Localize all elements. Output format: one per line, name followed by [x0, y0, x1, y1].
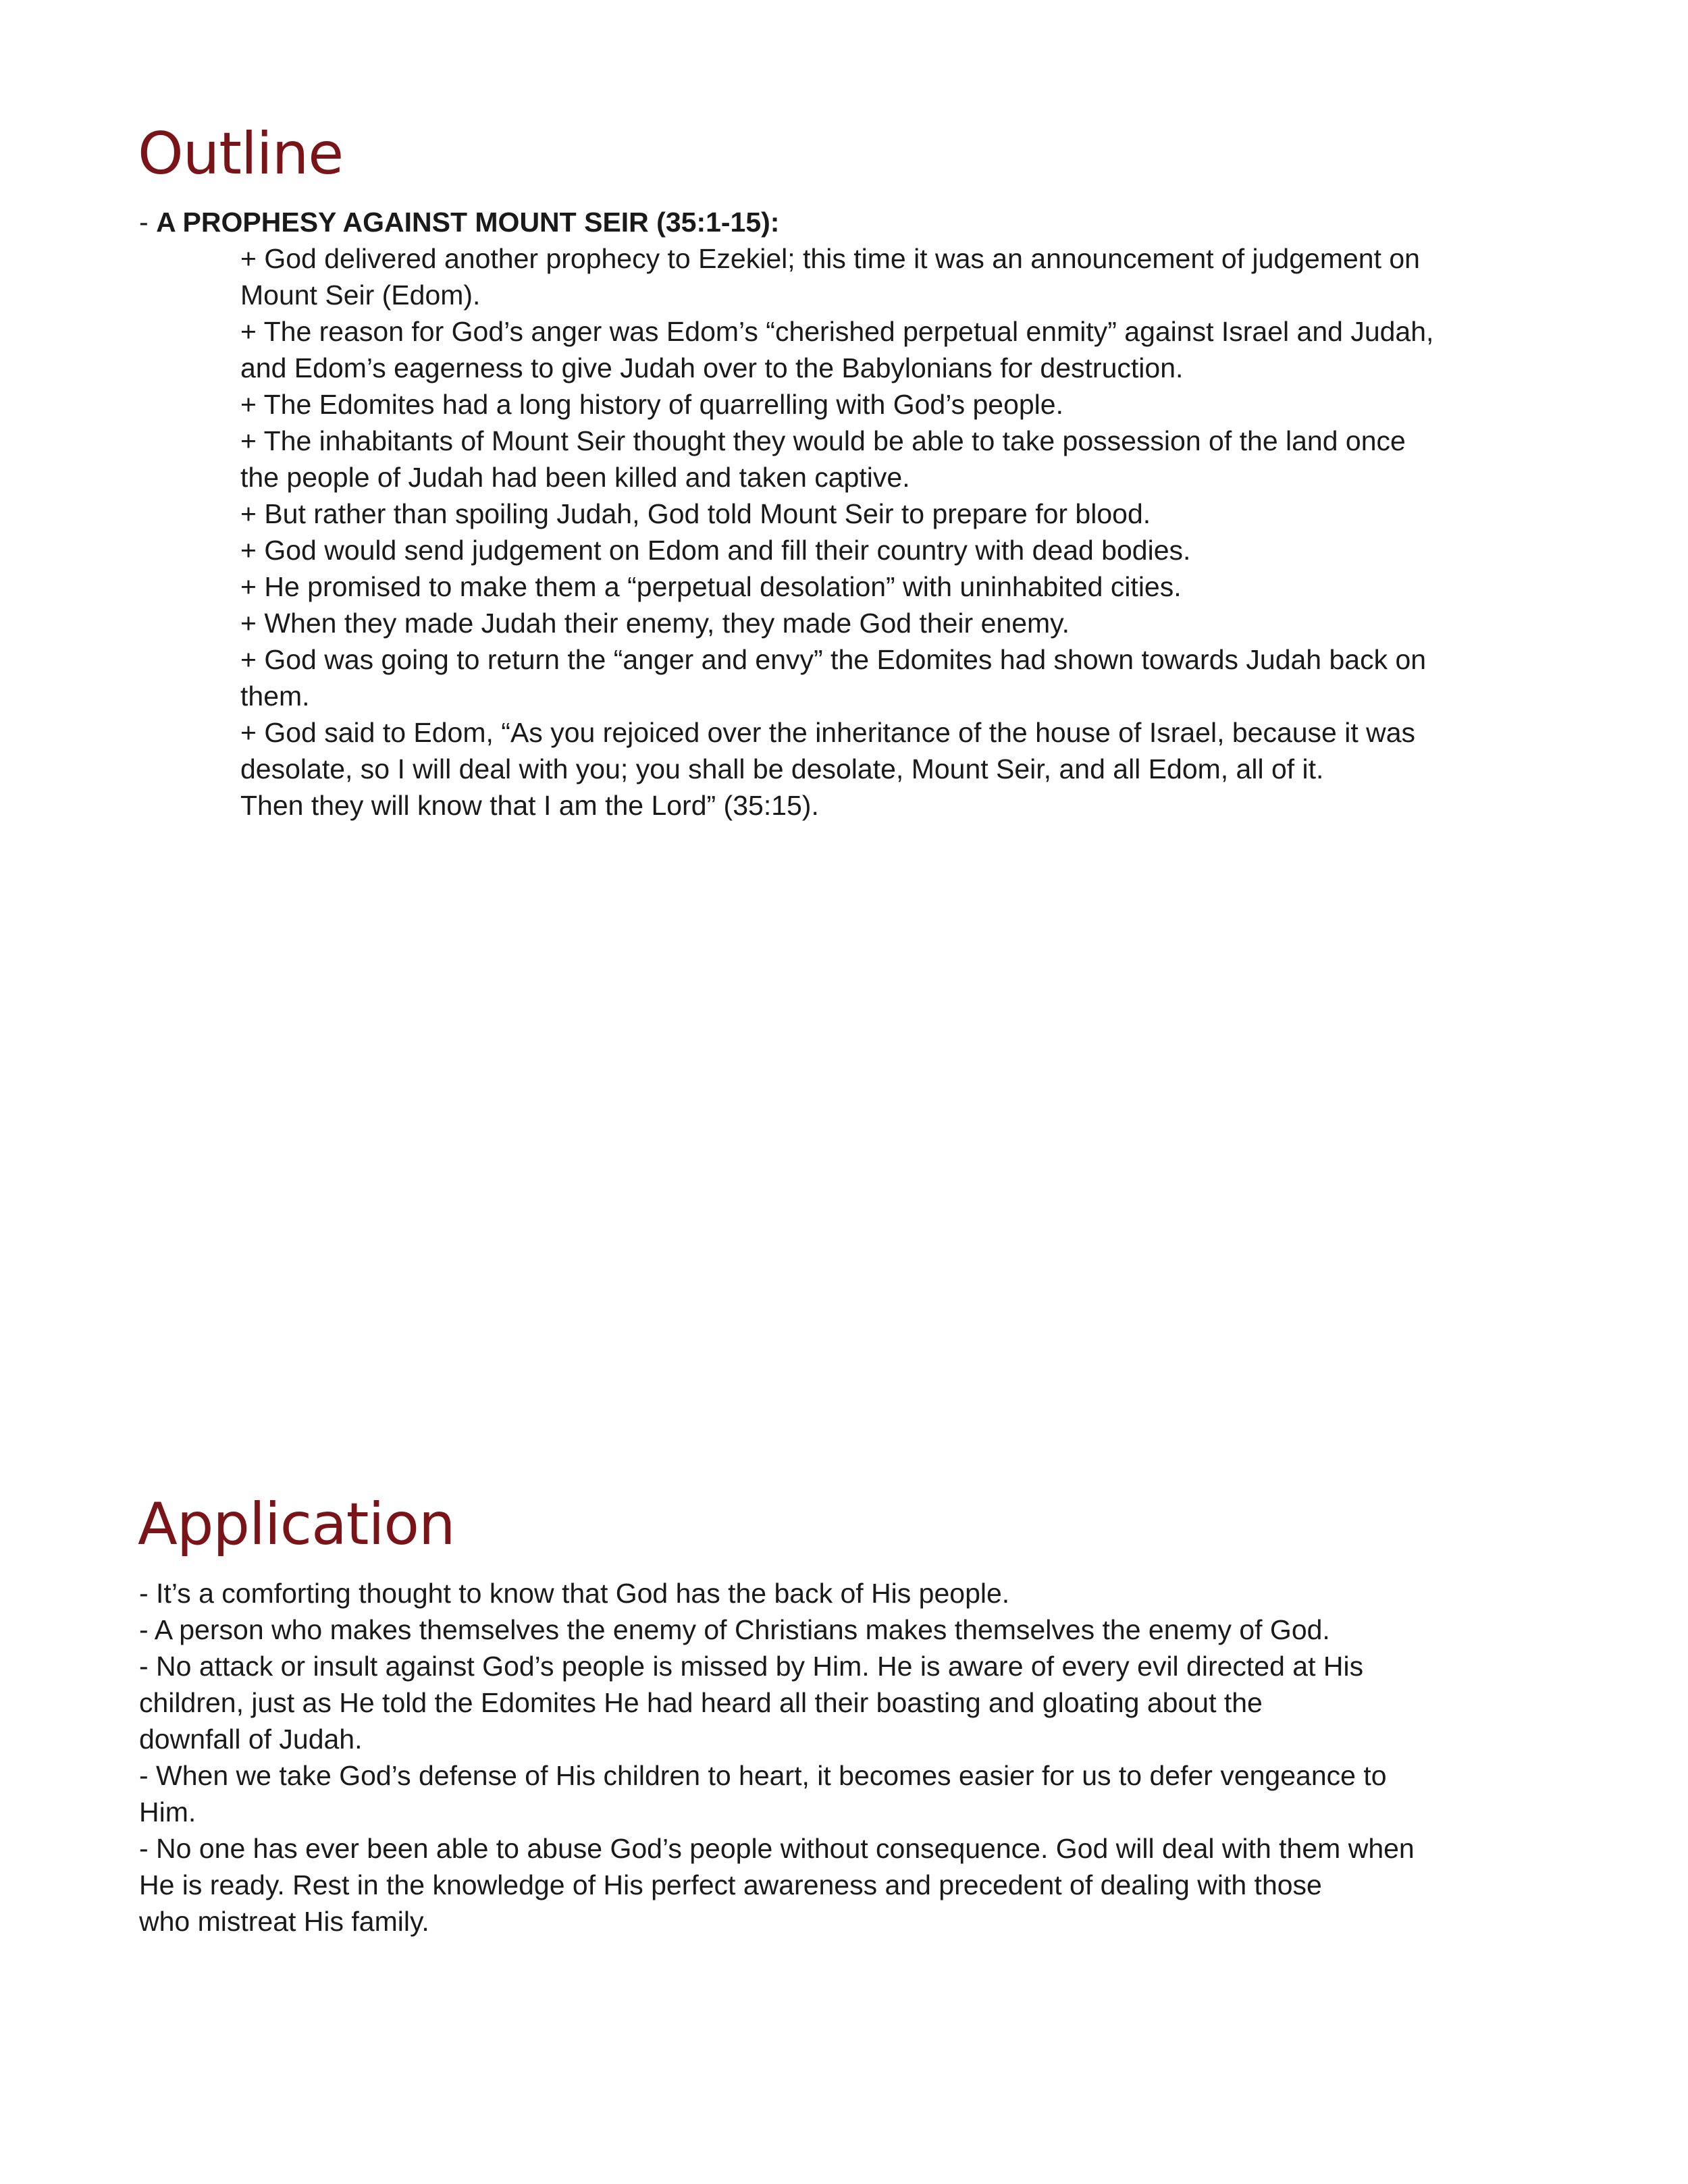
- application-item-line: Him.: [139, 1796, 196, 1828]
- outline-item-line: + The inhabitants of Mount Seir thought they would be able to take possession of the land once: [240, 425, 1406, 456]
- application-item: [139, 1830, 1658, 1940]
- outline-item: [240, 313, 1591, 386]
- outline-item-line: + God delivered another prophecy to Ezekiel; this time it was an announcement of judgement on: [240, 243, 1420, 274]
- application-item-line: He is ready. Rest in the knowledge of His perfect awareness and precedent of dealing with those: [139, 1869, 1322, 1900]
- section-title-line: [139, 204, 1557, 240]
- application-item-line: - When we take God’s defense of His children to heart, it becomes easier for us to defer vengeance to: [139, 1760, 1387, 1791]
- outline-item-line: desolate, so I will deal with you; you shall be desolate, Mount Seir, and all Edom, all of it.: [240, 753, 1324, 784]
- outline-item: [240, 496, 1591, 532]
- outline-item-line: + God said to Edom, “As you rejoiced over the inheritance of the house of Israel, because it was: [240, 717, 1416, 748]
- outline-list: [139, 240, 1557, 824]
- application-item-line: who mistreat His family.: [139, 1906, 429, 1937]
- application-item: [139, 1757, 1658, 1830]
- application-item-line: - It’s a comforting thought to know that God has the back of His people.: [139, 1578, 1010, 1609]
- application-item: [139, 1612, 1658, 1648]
- outline-item-line: and Edom’s eagerness to give Judah over to the Babylonians for destruction.: [240, 352, 1184, 383]
- application-item: [139, 1648, 1658, 1757]
- outline-item: [240, 568, 1591, 605]
- outline-item-line: Then they will know that I am the Lord” (35:15).: [240, 790, 819, 821]
- outline-item: [240, 532, 1591, 568]
- outline-item-line: the people of Judah had been killed and taken captive.: [240, 462, 910, 493]
- outline-item-line: + When they made Judah their enemy, they made God their enemy.: [240, 608, 1070, 639]
- outline-item: [240, 605, 1591, 641]
- outline-item: [240, 714, 1591, 824]
- outline-item-line: + But rather than spoiling Judah, God told Mount Seir to prepare for blood.: [240, 498, 1151, 529]
- outline-item-line: + God would send judgement on Edom and fill their country with dead bodies.: [240, 535, 1191, 566]
- outline-item: [240, 386, 1591, 423]
- application-item-line: - No one has ever been able to abuse God’s people without consequence. God will deal with them when: [139, 1833, 1415, 1864]
- outline-item-line: + The reason for God’s anger was Edom’s “cherished perpetual enmity” against Israel and Judah,: [240, 316, 1434, 347]
- application-item-line: children, just as He told the Edomites He had heard all their boasting and gloating about the: [139, 1687, 1263, 1718]
- application-section: [139, 1575, 1557, 1940]
- application-heading: Application: [138, 1491, 455, 1558]
- outline-item-line: + The Edomites had a long history of quarrelling with God’s people.: [240, 389, 1063, 420]
- outline-heading: Outline: [138, 120, 344, 188]
- section-title: A PROPHESY AGAINST MOUNT SEIR (35:1-15):: [156, 207, 780, 238]
- application-item: [139, 1575, 1658, 1612]
- application-item-line: downfall of Judah.: [139, 1724, 363, 1755]
- application-item-line: - A person who makes themselves the enemy of Christians makes themselves the enemy of God.: [139, 1614, 1330, 1645]
- outline-item: [240, 423, 1591, 496]
- outline-item-line: them.: [240, 681, 310, 712]
- outline-item-line: Mount Seir (Edom).: [240, 279, 481, 311]
- section-dash: -: [139, 207, 149, 238]
- outline-section: [139, 204, 1557, 824]
- outline-item-line: + God was going to return the “anger and envy” the Edomites had shown towards Judah back on: [240, 644, 1427, 675]
- outline-item-line: + He promised to make them a “perpetual desolation” with uninhabited cities.: [240, 571, 1182, 602]
- application-item-line: - No attack or insult against God’s people is missed by Him. He is aware of every evil directed at His: [139, 1651, 1364, 1682]
- outline-item: [240, 641, 1591, 714]
- outline-item: [240, 240, 1591, 313]
